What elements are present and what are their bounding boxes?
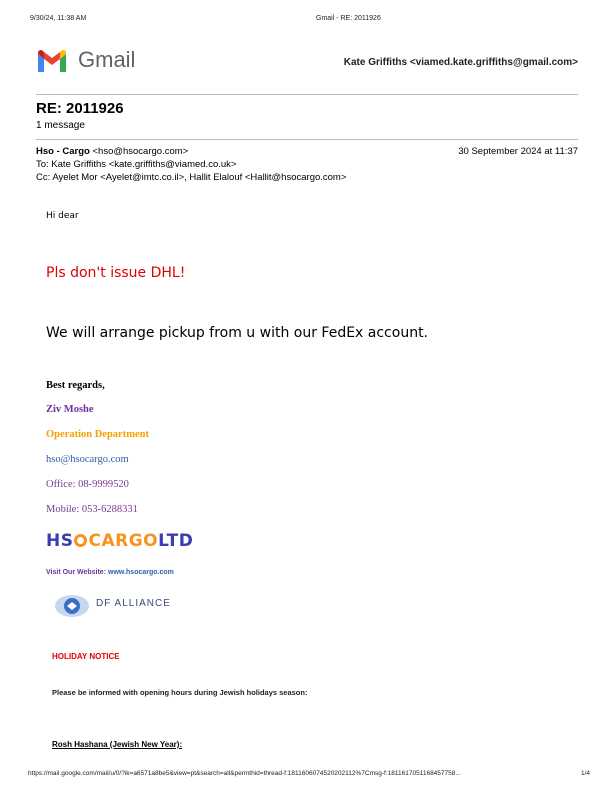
to-line: To: Kate Griffiths <kate.griffiths@viamed.co.uk> (36, 159, 237, 170)
logo-text-cargo: CARGO (88, 531, 159, 551)
logo-text-ltd: LTD (158, 531, 194, 551)
website-link[interactable]: www.hsocargo.com (108, 569, 174, 576)
alliance-text: DF ALLIANCE (96, 598, 171, 609)
signature-name: Ziv Moshe (46, 404, 94, 415)
print-datetime: 9/30/24, 11:38 AM (30, 15, 87, 22)
divider (36, 94, 578, 95)
visit-label: Visit Our Website: (46, 569, 107, 576)
holiday-notice-text: Please be informed with opening hours during Jewish holidays season: (52, 688, 308, 697)
hso-cargo-logo (46, 531, 193, 551)
logo-text-hs: HS (46, 531, 74, 551)
body-line-main: We will arrange pickup from u with our FedEx account. (46, 325, 429, 341)
sender-email: <hso@hsocargo.com> (92, 146, 189, 157)
body-line-red: Pls don't issue DHL! (46, 265, 186, 281)
holiday-heading: Rosh Hashana (Jewish New Year): (52, 740, 183, 749)
message-date: 30 September 2024 at 11:37 (458, 146, 578, 157)
signature-mobile: Mobile: 053-6288331 (46, 504, 138, 515)
greeting: Hi dear (46, 211, 79, 221)
divider (36, 139, 578, 140)
thread-subject: RE: 2011926 (36, 100, 124, 117)
df-alliance-logo (54, 594, 184, 618)
alliance-emblem-icon (54, 594, 90, 618)
signature-regards: Best regards, (46, 380, 105, 391)
signature-email[interactable]: hso@hsocargo.com (46, 454, 129, 465)
cc-line: Cc: Ayelet Mor <Ayelet@imtc.co.il>, Hallit Elalouf <Hallit@hsocargo.com> (36, 172, 347, 183)
globe-icon (74, 534, 87, 547)
holiday-notice-title: HOLIDAY NOTICE (52, 652, 120, 661)
sender-line (36, 146, 188, 157)
print-title: Gmail - RE: 2011926 (316, 15, 381, 22)
footer-url: https://mail.google.com/mail/u/0/?ik=a6571a8be5&view=pt&search=all&permthid=thread-f:1811606074520202112%7Cmsg-f:1811617051168457758... (28, 770, 461, 777)
gmail-wordmark: Gmail (78, 47, 136, 72)
visit-website-line (46, 569, 174, 576)
signature-office: Office: 08-9999520 (46, 479, 129, 490)
page-number: 1/4 (580, 770, 590, 777)
message-count: 1 message (36, 120, 85, 131)
signature-department: Operation Department (46, 429, 149, 440)
gmail-logo-icon (36, 48, 68, 74)
sender-name: Hso - Cargo (36, 146, 90, 157)
account-email: Kate Griffiths <viamed.kate.griffiths@gmail.com> (343, 57, 578, 68)
